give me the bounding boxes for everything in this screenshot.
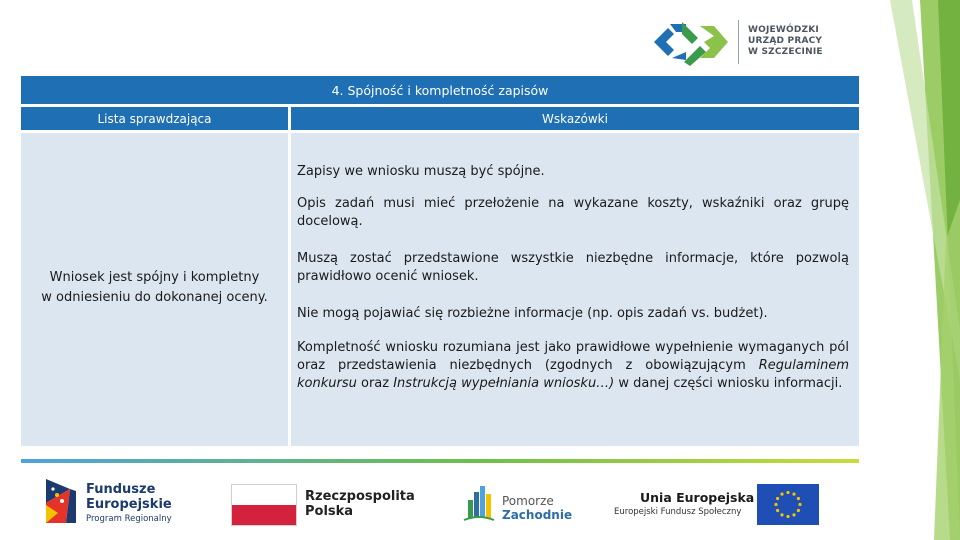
guideline-3: Muszą zostać przedstawione wszystkie niezbędne informacje, które pozwolą prawidłowo ocenić wniosek. <box>297 251 849 284</box>
pz-line-2: Zachodnie <box>502 508 573 522</box>
guideline-1: Zapisy we wniosku muszą być spójne. <box>297 164 545 179</box>
fe-line-1: Fundusze <box>86 482 156 497</box>
checklist-criterion <box>41 268 267 308</box>
pz-line-1: Pomorze <box>502 494 554 508</box>
guideline-2: Opis zadań musi mieć przełożenie na wykazane koszty, wskaźniki oraz grupę docelową. <box>297 196 849 229</box>
fe-subtitle: Program Regionalny <box>86 514 172 524</box>
checklist-cell <box>21 133 288 446</box>
table-title: 4. Spójność i kompletność zapisów <box>21 76 859 104</box>
guideline-5-regulamin: Regulaminem konkursu <box>297 358 849 391</box>
wup-logo-mark-icon <box>652 18 730 66</box>
fundusze-europejskie-icon <box>44 475 78 527</box>
pomorze-zachodnie-icon <box>462 480 496 526</box>
criterion-line-2: w odniesieniu do dokonanej oceny. <box>41 289 268 305</box>
footer-divider <box>21 459 859 463</box>
fundusze-europejskie-text <box>86 482 172 512</box>
wup-line-2: URZĄD PRACY <box>748 36 823 46</box>
logo-separator <box>738 20 739 64</box>
wup-line-3: W SZCZECINIE <box>748 47 823 57</box>
checklist-table <box>21 76 859 446</box>
column-header-checklist: Lista sprawdzająca <box>21 107 288 130</box>
pl-line-1: Rzeczpospolita <box>305 489 415 504</box>
guideline-5-part-a: Kompletność wniosku rozumiana jest jako prawidłowe wypełnienie wymaganych pól oraz przedstawienia niezbędnych (zgodnych z obowiązującym <box>297 340 849 373</box>
wup-logo <box>652 16 832 68</box>
rzeczpospolita-polska-text <box>305 489 415 519</box>
wup-logo-text <box>748 25 823 58</box>
eu-flag-icon <box>757 484 819 525</box>
criterion-line-1: Wniosek jest spójny i kompletny <box>49 269 260 285</box>
wup-line-1: WOJEWÓDZKI <box>748 25 819 35</box>
guideline-5-instrukcja: Instrukcją wypełniania wniosku…) <box>393 376 615 391</box>
guideline-5-part-e: w danej części wniosku informacji. <box>614 376 843 391</box>
efs-subtitle: Europejski Fundusz Społeczny <box>614 507 742 517</box>
guideline-4: Nie mogą pojawiać się rozbieżne informacje (np. opis zadań vs. budżet). <box>297 306 768 321</box>
fe-line-2: Europejskie <box>86 497 172 512</box>
guideline-5 <box>297 339 849 393</box>
column-header-guidelines: Wskazówki <box>291 107 859 130</box>
unia-europejska-text: Unia Europejska <box>640 490 755 505</box>
guidelines-cell <box>291 133 859 446</box>
polish-flag-icon <box>231 484 297 526</box>
guideline-5-part-c: oraz <box>356 376 394 391</box>
pl-line-2: Polska <box>305 504 354 519</box>
pomorze-zachodnie-text <box>502 494 572 522</box>
decorative-green-stripes <box>850 0 960 540</box>
